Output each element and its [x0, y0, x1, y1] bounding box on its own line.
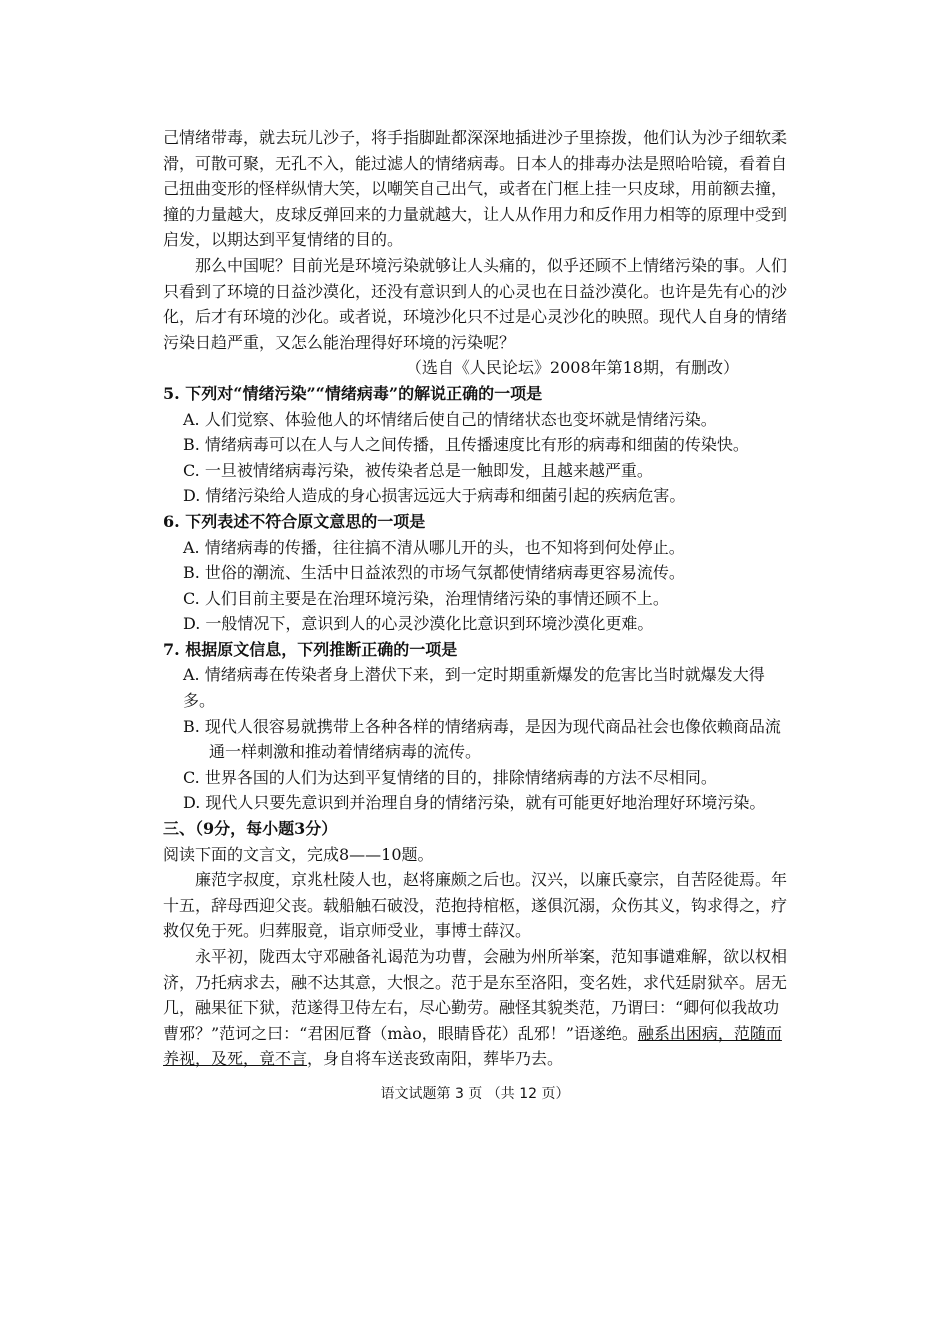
classical-paragraph-2-tail: ，身自将车送丧致南阳，葬毕乃去。 [307, 1049, 564, 1069]
question-7 [163, 637, 787, 816]
page-content [163, 125, 787, 1072]
section-3-heading: 三、（9分，每小题3分） [163, 819, 338, 839]
option-d: D. 一般情况下，意识到人的心灵沙漠化比意识到环境沙漠化更难。 [183, 614, 654, 634]
classical-paragraph-2 [163, 944, 787, 1072]
option-c: C. 一旦被情绪病毒污染，被传染者总是一触即发，且越来越严重。 [183, 460, 653, 480]
option-c: C. 人们目前主要是在治理环境污染，治理情绪污染的事情还顾不上。 [183, 588, 669, 608]
classical-paragraph-1: 廉范字叔度，京兆杜陵人也，赵将廉颇之后也。汉兴，以廉氏豪宗，自苦陉徙焉。年十五，辞母西迎父丧。载船触石破没，范抱持棺柩，遂俱沉溺，众伤其义，钩求得之，疗救仅免于死。归葬服竟，诣京师受业，事博士薛汉。 [163, 870, 788, 941]
classical-paragraph-2-main: 永平初，陇西太守邓融备礼谒范为功曹，会融为州所举案，范知事谴难解，欲以权相济，乃托病求去，融不达其意，大恨之。范于是东至洛阳，变名姓，求代廷尉狱卒。居无几，融果征下狱，范遂得卫侍左右，尽心勤劳。融怪其貌类范，乃谓曰：“卿何似我故功曹邪？”范诃之曰：“君困厄瞀（mào，眼睛昏花）乱邪！”语遂绝。 [163, 947, 788, 1043]
question-6 [163, 509, 787, 637]
option-b: B. 现代人很容易就携带上各种各样的情绪病毒，是因为现代商品社会也像依赖商品流 [183, 716, 781, 736]
option-b-continued: 通一样刺激和推动着情绪病毒的流传。 [209, 742, 482, 762]
option-b: B. 情绪病毒可以在人与人之间传播，且传播速度比有形的病毒和细菌的传染快。 [183, 435, 749, 455]
option-d: D. 现代人只要先意识到并治理自身的情绪污染，就有可能更好地治理好环境污染。 [183, 793, 766, 813]
question-5 [163, 381, 787, 509]
option-a: A. 情绪病毒在传染者身上潜伏下来，到一定时期重新爆发的危害比当时就爆发大得多。 [183, 665, 765, 711]
section-3-instruction: 阅读下面的文言文，完成8——10题。 [163, 844, 434, 864]
option-c: C. 世界各国的人们为达到平复情绪的目的，排除情绪病毒的方法不尽相同。 [183, 767, 717, 787]
option-b: B. 世俗的潮流、生活中日益浓烈的市场气氛都使情绪病毒更容易流传。 [183, 563, 685, 583]
passage-source: （选自《人民论坛》2008年第18期，有删改） [405, 358, 739, 378]
option-d: D. 情绪污染给人造成的身心损害远远大于病毒和细菌引起的疾病危害。 [183, 486, 686, 506]
passage-paragraph-1: 己情绪带毒，就去玩儿沙子，将手指脚趾都深深地插进沙子里捺拨，他们认为沙子细软柔滑，可散可聚，无孔不入，能过滤人的情绪病毒。日本人的排毒办法是照哈哈镜，看着自己扭曲变形的怪样纵情大笑，以嘲笑自己出气，或者在门框上挂一只皮球，用前额去撞，撞的力量越大，皮球反弹回来的力量就越大，让人从作用力和反作用力相等的原理中受到启发，以期达到平复情绪的目的。 [163, 128, 788, 250]
underlined-sentence: 融系出困病，范随而养视，及死，竟不言 [163, 1023, 782, 1069]
question-stem: 6. 下列表述不符合原文意思的一项是 [163, 511, 426, 531]
passage-paragraph-2: 那么中国呢？目前光是环境污染就够让人头痛的，似乎还顾不上情绪污染的事。人们只看到了环境的日益沙漠化，还没有意识到人的心灵也在日益沙漠化。也许是先有心的沙化，后才有环境的沙化。或者说，环境沙化只不过是心灵沙化的映照。现代人自身的情绪污染日趋严重，又怎么能治理得好环境的污染呢？ [163, 255, 788, 352]
page-footer: 语文试题第 3 页 （共 12 页） [380, 1086, 570, 1102]
question-stem: 7. 根据原文信息，下列推断正确的一项是 [163, 639, 458, 659]
option-a: A. 人们觉察、体验他人的坏情绪后使自己的情绪状态也变坏就是情绪污染。 [183, 409, 717, 429]
question-stem: 5. 下列对“情绪污染”“情绪病毒”的解说正确的一项是 [163, 383, 543, 403]
option-a: A. 情绪病毒的传播，往往搞不清从哪儿开的头，也不知将到何处停止。 [183, 537, 685, 557]
